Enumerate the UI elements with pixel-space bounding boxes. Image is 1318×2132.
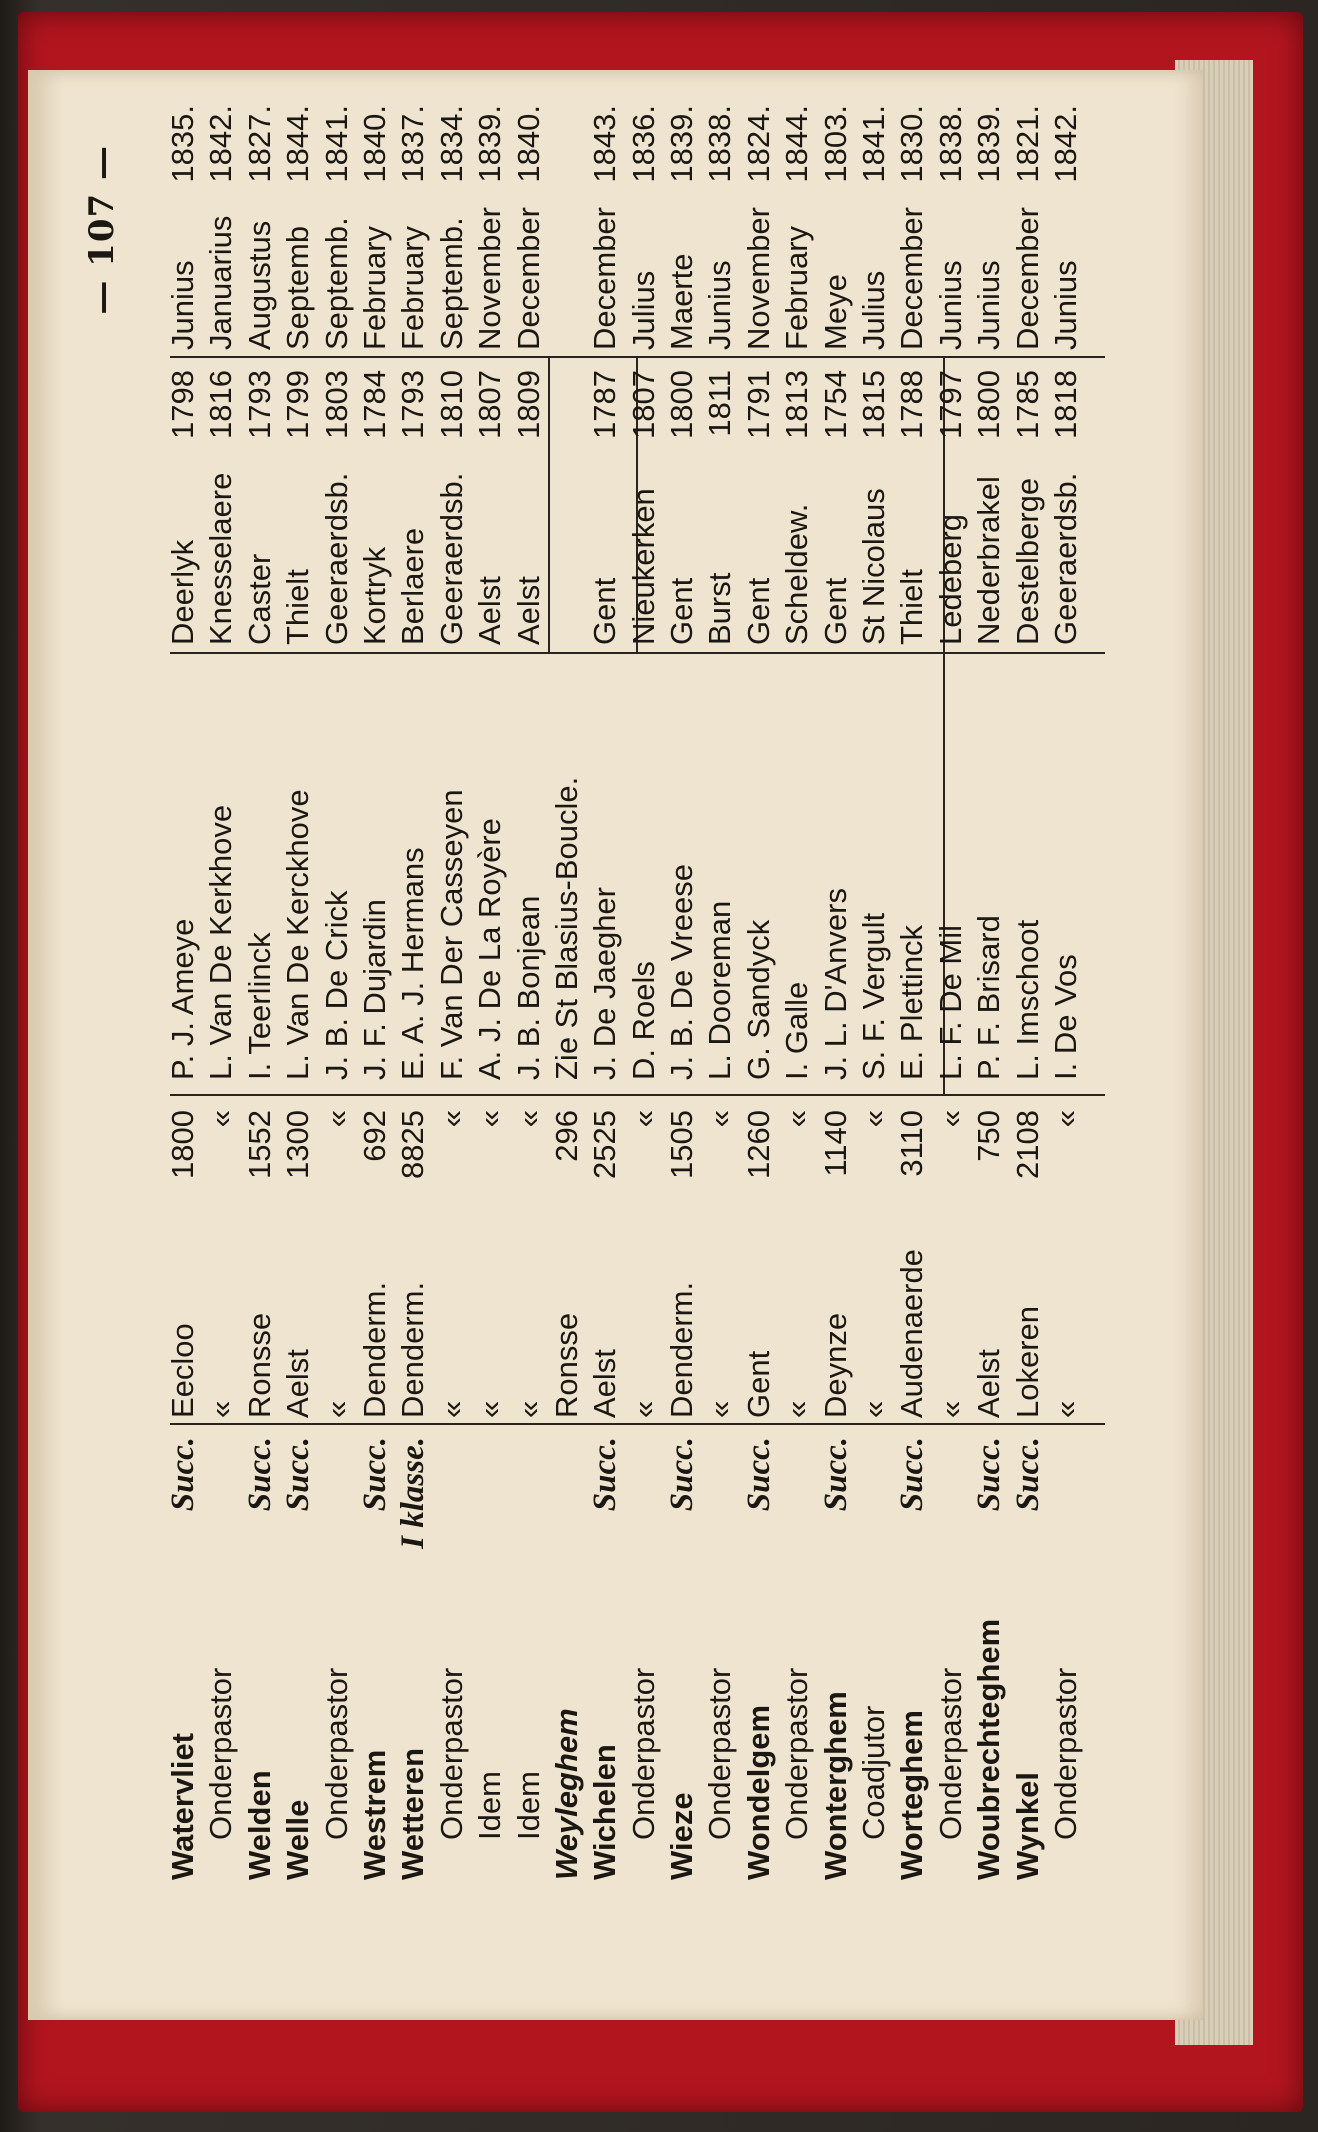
- population-cell: «: [702, 1110, 738, 1128]
- deanery-cell: Audenaerde: [894, 1249, 930, 1418]
- population-cell: 296: [548, 1110, 584, 1162]
- table-row: [701, 100, 739, 1880]
- table-row: [663, 100, 701, 1880]
- birth-year-cell: 1754: [817, 370, 853, 439]
- birth-year-cell: 1800: [971, 370, 1007, 439]
- deanery-cell: «: [318, 1400, 354, 1418]
- priest-name-cell: E. Plettinck: [894, 924, 930, 1080]
- priest-name-cell: L. Van De Kerkhove: [203, 804, 239, 1080]
- rotated-page-content: [78, 100, 1088, 1880]
- population-cell: «: [856, 1110, 892, 1128]
- table-row: [586, 100, 624, 1880]
- table-row: [241, 100, 279, 1880]
- population-cell: 692: [356, 1110, 392, 1162]
- status-cell: Succ.: [894, 1437, 931, 1512]
- birthplace-cell: Destelberge: [1009, 477, 1045, 645]
- status-cell: Succ.: [817, 1437, 854, 1512]
- status-cell: Succ.: [165, 1437, 201, 1512]
- appointment-year-cell: 1841.: [318, 105, 354, 183]
- birth-year-cell: 1815: [856, 370, 892, 439]
- deanery-cell: «: [433, 1400, 469, 1418]
- population-cell: 1300: [280, 1110, 316, 1179]
- birth-year-cell: 1800: [664, 370, 700, 439]
- population-cell: 8825: [395, 1110, 431, 1179]
- priest-name-cell: A. J. De La Royère: [472, 818, 508, 1080]
- place-name-cell: Idem: [472, 1771, 508, 1840]
- birth-year-cell: 1785: [1009, 370, 1045, 439]
- place-name-cell: Welle: [280, 1799, 316, 1880]
- table-row: [1009, 100, 1047, 1880]
- population-cell: 2525: [587, 1110, 623, 1179]
- table-row: [625, 100, 663, 1880]
- birth-year-cell: 1787: [587, 370, 623, 439]
- appointment-month-cell: Maerte: [664, 253, 700, 350]
- appointment-month-cell: Junius: [1047, 260, 1083, 350]
- population-cell: 2108: [1009, 1110, 1045, 1179]
- birthplace-cell: Gent: [817, 577, 853, 645]
- priest-name-cell: J. B. De Vreese: [664, 864, 700, 1080]
- birth-year-cell: 1811: [702, 370, 738, 437]
- appointment-year-cell: 1839.: [971, 105, 1007, 183]
- appointment-year-cell: [548, 105, 586, 190]
- parish-table: [164, 100, 1085, 1880]
- deanery-cell: Aelst: [971, 1349, 1007, 1418]
- priest-name-cell: D. Roels: [625, 961, 661, 1080]
- appointment-month-cell: Septemb.: [433, 217, 469, 350]
- population-cell: «: [625, 1110, 661, 1128]
- place-name-cell: Wieze: [664, 1792, 700, 1880]
- priest-name-cell: E. A. J. Hermans: [395, 847, 431, 1080]
- place-name-cell: Welden: [241, 1770, 277, 1880]
- birth-year-cell: 1816: [203, 370, 239, 439]
- table-row: [279, 100, 317, 1880]
- table-row: [510, 100, 548, 1880]
- appointment-year-cell: 1830.: [894, 105, 930, 183]
- birth-year-cell: 1797: [932, 370, 968, 439]
- priest-name-cell: Zie St Blasius-Boucle.: [548, 776, 584, 1080]
- appointment-month-cell: November: [740, 207, 776, 350]
- birthplace-cell: Gent: [587, 577, 623, 645]
- priest-name-cell: F. Van Der Casseyen: [433, 789, 469, 1080]
- appointment-year-cell: 1836.: [625, 105, 661, 183]
- population-cell: 1552: [241, 1110, 277, 1179]
- birthplace-cell: Scheldew.: [779, 503, 815, 645]
- population-cell: «: [472, 1110, 508, 1128]
- birth-year-cell: 1793: [395, 370, 431, 439]
- population-cell: «: [1047, 1110, 1083, 1128]
- population-cell: 1140: [817, 1110, 853, 1177]
- deanery-cell: Deynze: [817, 1312, 853, 1418]
- appointment-year-cell: 1837.: [395, 105, 431, 183]
- status-cell: Succ.: [1009, 1437, 1046, 1512]
- birth-year-cell: 1791: [740, 370, 776, 439]
- appointment-month-cell: December: [510, 207, 546, 350]
- priest-name-cell: G. Sandyck: [740, 919, 776, 1080]
- status-cell: [625, 1437, 663, 1595]
- population-cell: «: [510, 1110, 546, 1128]
- appointment-year-cell: 1843.: [587, 105, 623, 183]
- place-name-cell: Wondelgem: [740, 1704, 776, 1880]
- deanery-cell: Ronsse: [548, 1312, 584, 1418]
- appointment-year-cell: 1838.: [932, 105, 968, 183]
- deanery-cell: Ronsse: [241, 1312, 277, 1418]
- deanery-cell: «: [1047, 1400, 1083, 1418]
- birth-year-cell: 1793: [241, 370, 277, 439]
- status-cell: [778, 1437, 816, 1595]
- birthplace-cell: Kortryk: [356, 546, 392, 645]
- birthplace-cell: Deerlyk: [165, 539, 200, 645]
- table-row: [932, 100, 970, 1880]
- birthplace-cell: Geeraerdsb.: [318, 472, 354, 645]
- place-name-cell: Onderpastor: [625, 1667, 661, 1840]
- table-row: [471, 100, 509, 1880]
- status-cell: Succ.: [280, 1437, 317, 1512]
- priest-name-cell: I. Teerlinck: [241, 932, 277, 1080]
- place-name-cell: Weyleghem: [548, 1708, 584, 1880]
- priest-name-cell: L. F. De Mil: [932, 924, 968, 1080]
- birth-year-cell: 1784: [356, 370, 392, 439]
- appointment-year-cell: 1841.: [856, 105, 892, 183]
- appointment-year-cell: 1838.: [702, 105, 738, 183]
- population-cell: «: [779, 1110, 815, 1128]
- appointment-year-cell: 1824.: [740, 105, 776, 183]
- priest-name-cell: L. Van De Kerckhove: [280, 789, 316, 1080]
- population-cell: «: [433, 1110, 469, 1128]
- place-name-cell: Wonterghem: [817, 1691, 853, 1880]
- birth-year-cell: 1798: [165, 370, 200, 439]
- table-row: [1047, 100, 1085, 1880]
- priest-name-cell: J. L. D'Anvers: [817, 888, 853, 1080]
- population-cell: «: [932, 1110, 968, 1128]
- page-number: — 107 —: [82, 145, 122, 315]
- status-cell: [433, 1437, 471, 1595]
- status-cell: [471, 1437, 509, 1595]
- priest-name-cell: J. De Jaegher: [587, 887, 623, 1080]
- appointment-year-cell: 1840.: [510, 105, 546, 183]
- birth-year-cell: 1813: [779, 370, 815, 439]
- status-cell: [510, 1437, 548, 1595]
- place-name-cell: Wynkel: [1009, 1772, 1045, 1880]
- appointment-month-cell: December: [587, 207, 623, 350]
- birthplace-cell: Gent: [740, 577, 776, 645]
- table-row: [893, 100, 931, 1880]
- appointment-month-cell: February: [779, 225, 815, 350]
- place-name-cell: Onderpastor: [779, 1667, 815, 1840]
- table-row: [817, 100, 855, 1880]
- appointment-year-cell: 1834.: [433, 105, 469, 183]
- priest-name-cell: I. De Vos: [1047, 954, 1083, 1080]
- deanery-cell: Denderm.: [664, 1281, 700, 1418]
- population-cell: 1800: [165, 1110, 200, 1179]
- appointment-year-cell: 1835.: [165, 105, 200, 183]
- table-row: [356, 100, 394, 1880]
- deanery-cell: «: [779, 1400, 815, 1418]
- deanery-cell: Eecloo: [165, 1323, 200, 1418]
- appointment-year-cell: 1842.: [203, 105, 239, 183]
- deanery-cell: «: [510, 1400, 546, 1418]
- spine-shadow: [28, 70, 64, 2020]
- status-cell: I klasse.: [395, 1437, 432, 1549]
- status-cell: [932, 1437, 970, 1595]
- status-cell: Succ.: [740, 1437, 777, 1512]
- birthplace-cell: Aelst: [510, 576, 546, 645]
- status-cell: Succ.: [664, 1437, 701, 1512]
- birth-year-cell: 1818: [1047, 370, 1083, 439]
- appointment-year-cell: 1839.: [472, 105, 508, 183]
- place-name-cell: Woubrechteghem: [971, 1618, 1007, 1880]
- place-name-cell: Wichelen: [587, 1744, 623, 1880]
- appointment-month-cell: Junius: [702, 260, 738, 350]
- appointment-month-cell: Junius: [971, 260, 1007, 350]
- birthplace-cell: Burst: [702, 572, 738, 645]
- appointment-month-cell: February: [395, 225, 431, 350]
- place-name-cell: Onderpastor: [203, 1667, 239, 1840]
- appointment-month-cell: Januarius: [203, 215, 239, 350]
- deanery-cell: Denderm.: [395, 1281, 431, 1418]
- status-cell: Succ.: [356, 1437, 393, 1512]
- table-row: [202, 100, 240, 1880]
- deanery-cell: Gent: [740, 1350, 776, 1418]
- appointment-month-cell: Meye: [817, 274, 853, 350]
- appointment-year-cell: 1844.: [280, 105, 316, 183]
- population-cell: 3110: [894, 1110, 930, 1177]
- birthplace-cell: Geeraerdsb.: [1047, 472, 1083, 645]
- priest-name-cell: L. Dooreman: [702, 900, 738, 1080]
- appointment-month-cell: Julius: [856, 270, 892, 350]
- population-cell: «: [318, 1110, 354, 1128]
- deanery-cell: Aelst: [587, 1349, 623, 1418]
- table-row: [318, 100, 356, 1880]
- appointment-year-cell: 1821.: [1009, 105, 1045, 183]
- priest-name-cell: J. B. De Crick: [318, 890, 354, 1080]
- priest-name-cell: I. Galle: [779, 981, 815, 1080]
- birthplace-cell: Caster: [241, 553, 277, 645]
- appointment-month-cell: February: [356, 225, 392, 350]
- birthplace-cell: Gent: [664, 577, 700, 645]
- page-header: [78, 100, 148, 1880]
- status-cell: [855, 1437, 893, 1595]
- status-cell: Succ.: [971, 1437, 1008, 1512]
- appointment-month-cell: Junius: [165, 260, 200, 350]
- appointment-year-cell: 1842.: [1047, 105, 1083, 183]
- deanery-cell: «: [472, 1400, 508, 1418]
- birth-year-cell: 1810: [433, 370, 469, 439]
- appointment-year-cell: 1840.: [356, 105, 392, 183]
- appointment-month-cell: Junius: [932, 260, 968, 350]
- appointment-year-cell: 1803.: [817, 105, 853, 183]
- birthplace-cell: Aelst: [472, 576, 508, 645]
- appointment-month-cell: December: [894, 207, 930, 350]
- appointment-year-cell: 1827.: [241, 105, 277, 183]
- birthplace-cell: Geeraerdsb.: [433, 472, 469, 645]
- priest-name-cell: P. J. Ameye: [165, 918, 200, 1080]
- table-row: [778, 100, 816, 1880]
- birth-year-cell: 1803: [318, 370, 354, 439]
- appointment-month-cell: Septemb: [280, 225, 316, 350]
- place-name-cell: Onderpastor: [318, 1667, 354, 1840]
- table-row: [740, 100, 778, 1880]
- status-cell: [202, 1437, 240, 1595]
- birth-year-cell: 1799: [280, 370, 316, 439]
- place-name-cell: Worteghem: [894, 1710, 930, 1880]
- appointment-month-cell: December: [1009, 207, 1045, 350]
- birthplace-cell: Ledeberg: [932, 513, 968, 645]
- status-cell: Succ.: [587, 1437, 624, 1512]
- population-cell: 1505: [664, 1110, 700, 1179]
- place-name-cell: Westrem: [356, 1749, 392, 1880]
- deanery-cell: «: [702, 1400, 738, 1418]
- population-cell: «: [203, 1110, 239, 1128]
- priest-name-cell: P. F. Brisard: [971, 915, 1007, 1080]
- table-row: [548, 100, 586, 1880]
- table-row: [433, 100, 471, 1880]
- place-name-cell: Onderpastor: [932, 1667, 968, 1840]
- priest-name-cell: L. Imschoot: [1009, 919, 1045, 1080]
- table-row: [970, 100, 1008, 1880]
- deanery-cell: «: [932, 1400, 968, 1418]
- status-cell: [701, 1437, 739, 1595]
- population-cell: 1260: [740, 1110, 776, 1179]
- deanery-cell: Aelst: [280, 1349, 316, 1418]
- place-name-cell: Idem: [510, 1771, 546, 1840]
- table-row: [164, 100, 202, 1880]
- appointment-month-cell: Septemb.: [318, 217, 354, 350]
- priest-name-cell: J. F. Dujardin: [356, 899, 392, 1080]
- deanery-cell: «: [625, 1400, 661, 1418]
- place-name-cell: Onderpastor: [1047, 1667, 1083, 1840]
- birthplace-cell: Thielt: [894, 569, 930, 645]
- birthplace-cell: Knesselaere: [203, 472, 239, 645]
- birthplace-cell: St Nicolaus: [856, 488, 892, 645]
- status-cell: [548, 1437, 586, 1595]
- birth-year-cell: 1807: [625, 370, 661, 439]
- place-name-cell: Onderpastor: [433, 1667, 469, 1840]
- place-name-cell: Watervliet: [165, 1732, 200, 1880]
- deanery-cell: «: [203, 1400, 239, 1418]
- deanery-cell: Lokeren: [1009, 1305, 1045, 1418]
- place-name-cell: Onderpastor: [702, 1667, 738, 1840]
- priest-name-cell: J. B. Bonjean: [510, 895, 546, 1080]
- status-cell: Succ.: [241, 1437, 278, 1512]
- deanery-cell: Denderm.: [356, 1281, 392, 1418]
- birthplace-cell: Nieukerken: [625, 488, 661, 645]
- birthplace-cell: Nederbrakel: [971, 476, 1007, 645]
- population-cell: 750: [971, 1110, 1007, 1162]
- birth-year-cell: 1788: [894, 370, 930, 439]
- deanery-cell: «: [856, 1400, 892, 1418]
- appointment-year-cell: 1844.: [779, 105, 815, 183]
- status-cell: [318, 1437, 356, 1595]
- priest-name-cell: S. F. Vergult: [856, 912, 892, 1080]
- status-cell: [1047, 1437, 1085, 1595]
- birthplace-cell: Thielt: [280, 569, 316, 645]
- table-row: [394, 100, 432, 1880]
- birth-year-cell: 1807: [472, 370, 508, 439]
- birth-year-cell: [548, 370, 586, 455]
- table-row: [855, 100, 893, 1880]
- birth-year-cell: 1809: [510, 370, 546, 439]
- appointment-month-cell: Julius: [625, 270, 661, 350]
- place-name-cell: Wetteren: [395, 1747, 431, 1880]
- appointment-month-cell: November: [472, 207, 508, 350]
- appointment-year-cell: 1839.: [664, 105, 700, 183]
- birthplace-cell: Berlaere: [395, 527, 431, 645]
- place-name-cell: Coadjutor: [856, 1705, 892, 1840]
- appointment-month-cell: Augustus: [241, 220, 277, 350]
- appointment-month-cell: [548, 170, 586, 350]
